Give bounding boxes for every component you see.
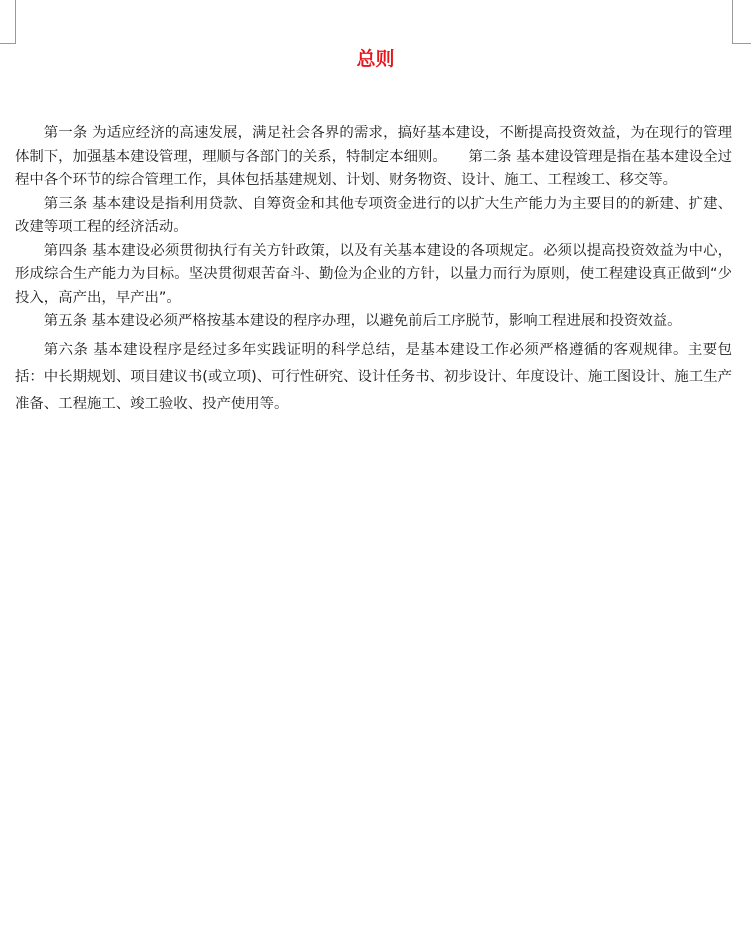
paragraph-article-5: 第五条 基本建设必须严格按基本建设的程序办理，以避免前后工序脱节，影响工程进展和投资效益。 bbox=[43, 313, 682, 329]
paragraph-article-6: 第六条 基本建设程序是经过多年实践证明的科学总结，是基本建设工作必须严格遵循的客观规律。主要包括：中长期规划、项目建议书(或立项)、可行性研究、设计任务书、初步设计、年度设计、施工图设计、施工生产准备、工程施工、竣工验收、投产使用等。 bbox=[15, 341, 732, 412]
paragraph-articles-1-2: 第一条 为适应经济的高速发展，满足社会各界的需求，搞好基本建设，不断提高投资效益，为在现行的管理体制下，加强基本建设管理，理顺与各部门的关系，特制定本细则。 第二条 基本建设管理是指在基本建设全过程中各个环节的综合管理工作，具体包括基建规划、计划、财务物资、设计、施工、工程竣工、移交等。 bbox=[15, 125, 732, 188]
paragraph-article-3: 第三条 基本建设是指利用贷款、自筹资金和其他专项资金进行的以扩大生产能力为主要目的的新建、扩建、改建等项工程的经济活动。 bbox=[15, 195, 732, 235]
top-left-crop-mark bbox=[0, 0, 16, 44]
top-right-crop-mark bbox=[732, 0, 751, 44]
document-body bbox=[15, 122, 732, 418]
paragraph-article-4: 第四条 基本建设必须贯彻执行有关方针政策，以及有关基本建设的各项规定。必须以提高投资效益为中心，形成综合生产能力为目标。坚决贯彻艰苦奋斗、勤俭为企业的方针，以量力而行为原则，使工程建设真正做到“少投入，高产出，早产出”。 bbox=[15, 242, 732, 306]
page-title: 总则 bbox=[356, 48, 395, 70]
